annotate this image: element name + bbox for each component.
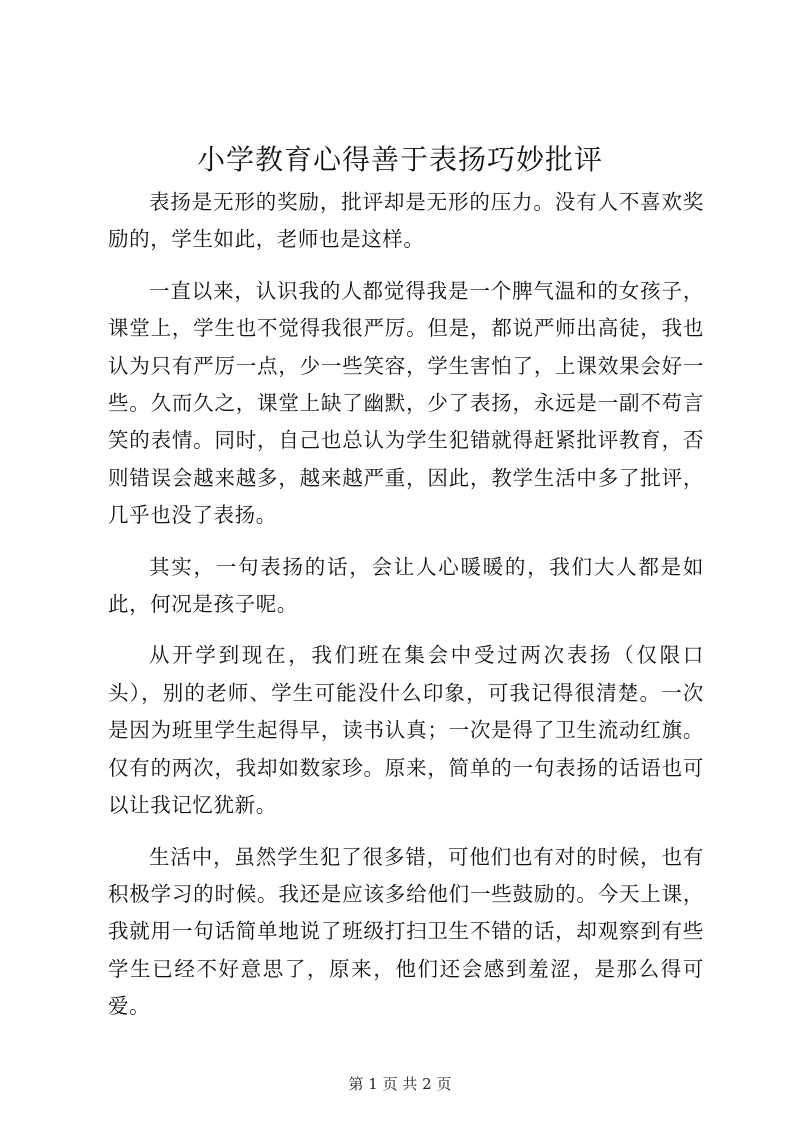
paragraph-3: 其实，一句表扬的话，会让人心暖暖的，我们大人都是如此，何况是孩子呢。 [108, 554, 704, 617]
paragraph-2: 一直以来，认识我的人都觉得我是一个脾气温和的女孩子，课堂上，学生也不觉得我很严厉。但是，都说严师出高徒，我也认为只有严厉一点，少一些笑容，学生害怕了，上课效果会好一些。久而久之，课堂上缺了幽默，少了表扬，永远是一副不苟言笑的表情。同时，自己也总认为学生犯错就得赶紧批评教育，否则错误会越来越多，越来越严重，因此，教学生活中多了批评，几乎也没了表扬。 [108, 278, 704, 528]
paragraph-1: 表扬是无形的奖励，批评却是无形的压力。没有人不喜欢奖励的，学生如此，老师也是这样。 [108, 190, 704, 252]
paragraph-5: 生活中，虽然学生犯了很多错，可他们也有对的时候，也有积极学习的时候。我还是应该多给他们一些鼓励的。今天上课，我就用一句话简单地说了班级打扫卫生不错的话，却观察到有些学生已经不好意思了，原来，他们还会感到羞涩，是那么得可爱。 [108, 844, 704, 1019]
paragraph-4: 从开学到现在，我们班在集会中受过两次表扬（仅限口头），别的老师、学生可能没什么印象，可我记得很清楚。一次是因为班里学生起得早，读书认真；一次是得了卫生流动红旗。仅有的两次，我却如数家珍。原来，简单的一句表扬的话语也可以让我记忆犹新。 [108, 643, 704, 818]
page-number-footer: 第 1 页 共 2 页 [348, 1075, 452, 1093]
document-title: 小学教育心得善于表扬巧妙批评 [196, 143, 603, 176]
document-body [108, 184, 704, 1026]
